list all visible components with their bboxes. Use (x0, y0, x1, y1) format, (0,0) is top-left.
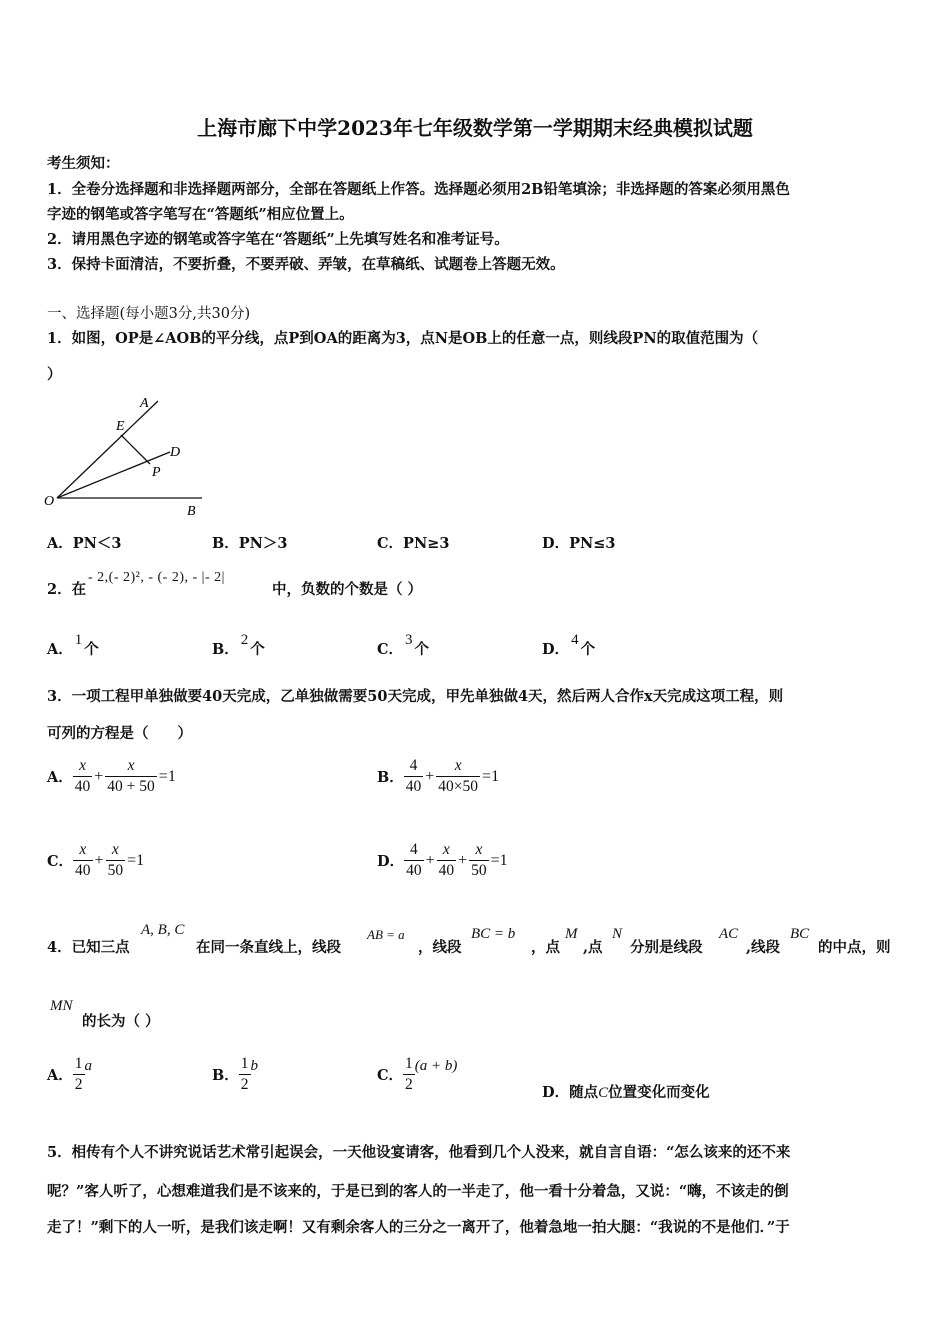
plus-sign: + (458, 851, 468, 869)
numerator: x (475, 841, 483, 858)
q2-option-a-label: A． (47, 641, 73, 658)
plus-sign: + (425, 767, 435, 785)
page-title: 上海市廊下中学2023年七年级数学第一学期期末经典模拟试题 (197, 116, 753, 140)
q2-option-b-number: 2 (240, 632, 249, 648)
notice-line-2: 2．请用黑色字迹的钢笔或答字笔在“答题纸”上先填写姓名和准考证号。 (47, 231, 509, 248)
label-a: A (140, 396, 149, 411)
denominator: 40 (406, 862, 422, 880)
q2-option-d-unit: 个 (580, 641, 596, 658)
q2-prefix: 2．在 (47, 581, 87, 598)
q4-text-6: 分别是线段 (630, 939, 703, 956)
q2-option-c-label: C． (377, 641, 404, 658)
perpendicular-pe (121, 435, 150, 464)
q3-option-a-label: A． (47, 769, 73, 787)
q4-option-b-var: b (250, 1058, 259, 1075)
denominator: 2 (240, 1076, 249, 1094)
numerator: x (111, 841, 119, 858)
q2-option-c-number: 3 (405, 632, 413, 648)
q4-text-1: 4．已知三点 (47, 939, 130, 956)
q3-option-d[interactable] (377, 842, 510, 880)
label-e: E (116, 419, 125, 434)
q4-option-a-var: a (84, 1058, 93, 1075)
fraction (469, 842, 489, 880)
denominator: 40 (75, 862, 91, 880)
numerator: 4 (409, 841, 418, 858)
q4-mn: MN (50, 998, 73, 1014)
q4-ac: AC (719, 926, 739, 942)
q2-option-b-unit: 个 (250, 641, 265, 658)
q4-points: A, B, C (141, 922, 185, 938)
q4-text-4: ，点 (531, 939, 560, 956)
equation-rhs: =1 (127, 851, 145, 869)
q4-text-5: ,点 (583, 939, 603, 956)
q3-option-b[interactable] (377, 758, 501, 796)
q4-text-7: ,线段 (746, 939, 781, 956)
notice-heading: 考生须知： (47, 155, 120, 172)
denominator: 40 (405, 778, 422, 796)
label-d: D (170, 445, 181, 460)
q3-option-d-label: D． (377, 853, 405, 871)
q4-bc-2: BC (790, 926, 810, 942)
label-b: B (187, 504, 196, 519)
q1-option-b[interactable]: B．PN＞3 (212, 535, 288, 552)
q3-line-2: 可列的方程是（ ） (47, 725, 192, 742)
q1-option-d[interactable]: D．PN≤3 (542, 535, 616, 552)
fraction (73, 1056, 85, 1094)
fraction (106, 842, 126, 880)
q4-text-2: 在同一条直线上，线段 (196, 939, 341, 956)
equation-rhs: =1 (490, 851, 508, 869)
fraction (73, 758, 93, 796)
q4-text-3: ，线段 (418, 939, 462, 956)
q2-option-d[interactable] (542, 632, 596, 659)
denominator: 40 + 50 (107, 778, 155, 796)
q2-option-a[interactable] (47, 632, 99, 659)
q2-option-a-number: 1 (74, 632, 83, 648)
angle-bisector-figure (40, 390, 210, 520)
ray-oa (57, 401, 158, 498)
q4-option-b[interactable] (212, 1056, 258, 1094)
denominator: 40 (438, 862, 455, 880)
numerator: x (127, 757, 135, 774)
fraction (73, 842, 93, 880)
q4-m: M (565, 926, 578, 942)
fraction (403, 1056, 415, 1094)
q4-bc: BC = b (471, 926, 516, 942)
q2-option-b[interactable] (212, 632, 265, 659)
label-p: P (152, 465, 161, 480)
denominator: 40 (74, 778, 91, 796)
q4-option-d-label: D． (542, 1084, 570, 1101)
q4-option-b-label: B． (212, 1067, 239, 1085)
q4-option-a[interactable] (47, 1056, 92, 1094)
fraction (239, 1056, 251, 1094)
q3-option-c-label: C． (47, 853, 74, 871)
q5-line-2: 呢？”客人听了，心想难道我们是不该来的，于是已到的客人的一半走了，他一看十分着急，又说：“嗨，不该走的倒 (47, 1183, 789, 1200)
q1-text-end: ） (47, 366, 62, 383)
q5-line-3: 走了！”剩下的人一听，是我们该走啊！又有剩余客人的三分之一离开了，他着急地一拍大腿：“我说的不是他们．”于 (47, 1219, 790, 1236)
q4-option-c[interactable] (377, 1056, 457, 1094)
numerator: x (79, 757, 86, 774)
q1-text: 1．如图，OP是∠AOB的平分线，点P到OA的距离为3，点N是OB上的任意一点，则线段PN的取值范围为（ (47, 330, 759, 347)
denominator: 2 (74, 1076, 83, 1094)
q3-option-b-label: B． (377, 769, 404, 787)
notice-line-1: 1．全卷分选择题和非选择题两部分，全部在答题纸上作答。选择题必须用2B铅笔填涂；非选择题的答案必须用黑色 (47, 181, 790, 198)
q2-option-c-unit: 个 (414, 641, 430, 658)
q4-option-d-text-1: 随点 (569, 1084, 599, 1101)
denominator: 40×50 (438, 778, 479, 796)
equation-rhs: =1 (482, 767, 500, 785)
denominator: 2 (405, 1076, 413, 1094)
section-heading: 一、选择题(每小题3分,共30分) (47, 306, 251, 322)
fraction (404, 842, 424, 880)
notice-line-3: 3．保持卡面清洁，不要折叠，不要弄破、弄皱，在草稿纸、试题卷上答题无效。 (47, 256, 565, 273)
notice-line-1b: 字迹的钢笔或答字笔写在“答题纸”相应位置上。 (47, 206, 354, 223)
q4-option-d[interactable] (542, 1081, 710, 1102)
q4-text-9: 的长为（ ） (82, 1013, 160, 1030)
numerator: x (442, 841, 450, 858)
fraction (404, 758, 424, 796)
q4-n: N (612, 926, 623, 942)
numerator: 1 (74, 1055, 83, 1072)
q2-expression: - 2,(- 2)², - (- 2), - |- 2| (88, 570, 225, 585)
plus-sign: + (94, 851, 104, 869)
q3-line-1: 3．一项工程甲单独做要40天完成，乙单独做需要50天完成，甲先单独做4天，然后两人合作x天完成这项工程，则 (47, 688, 784, 705)
q4-ab: AB = a (367, 927, 405, 942)
numerator: x (79, 841, 87, 858)
denominator: 50 (107, 862, 124, 880)
q1-option-a[interactable]: A．PN＜3 (47, 535, 122, 552)
q1-option-c[interactable]: C．PN≥3 (377, 535, 450, 552)
q2-option-d-label: D． (542, 641, 570, 658)
q2-option-d-number: 4 (571, 632, 579, 648)
q4-option-d-c: C (598, 1085, 609, 1101)
fraction (105, 758, 157, 796)
q4-option-d-text-2: 位置变化而变化 (608, 1084, 710, 1101)
q4-option-a-label: A． (47, 1067, 73, 1085)
fraction (436, 758, 480, 796)
numerator: x (454, 757, 462, 774)
q2-suffix: 中，负数的个数是（ ） (272, 581, 423, 598)
numerator: 1 (240, 1055, 249, 1072)
q2-option-c[interactable] (377, 632, 430, 659)
q3-option-c[interactable] (47, 842, 146, 880)
numerator: 4 (409, 757, 418, 774)
numerator: 1 (405, 1055, 413, 1072)
q4-text-8: 的中点，则 (818, 939, 891, 956)
q4-option-c-label: C． (377, 1067, 404, 1085)
q2-option-b-label: B． (212, 641, 239, 658)
equation-rhs: =1 (158, 767, 176, 785)
q4-option-c-expr: (a + b) (414, 1058, 458, 1075)
q3-option-a[interactable] (47, 758, 178, 796)
plus-sign: + (94, 767, 104, 785)
label-o: O (44, 494, 55, 509)
q2-option-a-unit: 个 (84, 641, 99, 658)
fraction (437, 842, 457, 880)
q5-line-1: 5．相传有个人不讲究说话艺术常引起误会，一天他设宴请客，他看到几个人没来，就自言自语：“怎么该来的还不来 (47, 1144, 791, 1161)
denominator: 50 (471, 862, 487, 880)
plus-sign: + (425, 851, 435, 869)
